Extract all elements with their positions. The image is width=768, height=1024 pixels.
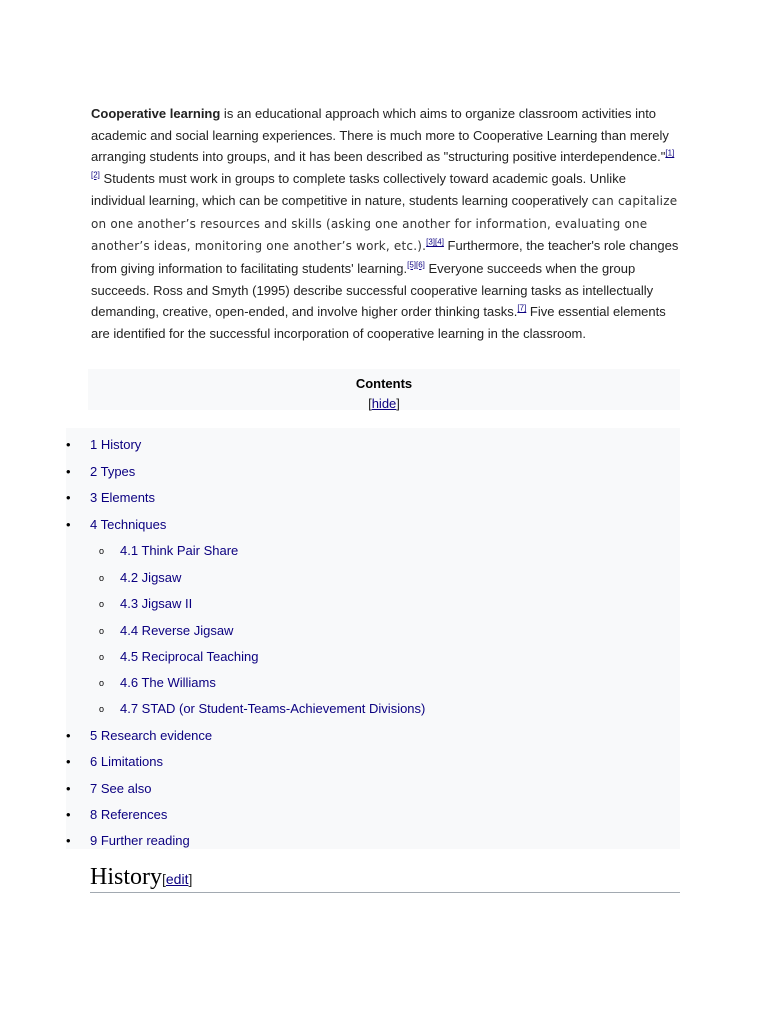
edit-link[interactable]: edit [165, 871, 189, 887]
citation-link-1-2[interactable]: [1][2] [91, 149, 675, 180]
toc-item-elements[interactable]: 3 Elements [90, 490, 156, 505]
toc-item-see-also[interactable]: 7 See also [90, 781, 152, 796]
citation-link-3-4[interactable]: [3][4] [426, 237, 444, 247]
bullet-icon: • [66, 807, 71, 822]
section-edit [162, 871, 192, 887]
toc-subitem-reciprocal-teaching[interactable]: 4.5 Reciprocal Teaching [120, 649, 259, 664]
toc-item-techniques[interactable]: 4 Techniques [90, 517, 167, 532]
toc-subitem-jigsaw[interactable]: 4.2 Jigsaw [120, 570, 182, 585]
lead-term: Cooperative learning [91, 106, 221, 121]
intro-text-4: Everyone succeeds when the group succeeds. Ross and Smyth (1995) describe successful cooperative learning tasks as intellectually demanding, creative, open-ended, and involve higher order thinking tasks. [91, 260, 654, 320]
toc-hide-link[interactable]: hide [371, 396, 397, 411]
edit-open-bracket: [ [162, 871, 166, 887]
bullet-icon: • [66, 490, 71, 505]
intro-text-5: Five essential elements are identified for the successful incorporation of cooperative learning in the classroom. [91, 304, 666, 342]
sub-bullet-icon: o [99, 704, 105, 714]
article-intro-paragraph [91, 103, 683, 345]
citation-7[interactable] [517, 304, 526, 313]
toc-title: Contents [355, 376, 413, 391]
toc-hide-close: ] [396, 396, 400, 411]
section-heading-history [90, 862, 680, 893]
intro-text-1: is an educational approach which aims to organize classroom activities into academic and social learning experiences. There is much more to Cooperative Learning than merely arranging students into groups, and it has been described as "structuring positive interdependence." [91, 106, 669, 165]
toc-item-research-evidence[interactable]: 5 Research evidence [90, 728, 213, 743]
bullet-icon: • [66, 754, 71, 769]
toc-subitem-think-pair-share[interactable]: 4.1 Think Pair Share [120, 543, 239, 558]
toc-subitem-jigsaw-ii[interactable]: 4.3 Jigsaw II [120, 596, 193, 611]
sub-bullet-icon: o [99, 678, 105, 688]
bullet-icon: • [66, 833, 71, 848]
bullet-icon: • [66, 464, 71, 479]
sub-bullet-icon: o [99, 546, 105, 556]
toc-subitem-stad[interactable]: 4.7 STAD (or Student-Teams-Achievement Divisions) [120, 701, 426, 716]
toc-item-history[interactable]: 1 History [90, 437, 142, 452]
intro-text-quoted: can capitalize on one another’s resources and skills (asking one another for information, evaluating one another’s ideas, monitoring one another’s work, etc.). [91, 193, 678, 254]
intro-text-3: Furthermore, the teacher's role changes from giving information to facilitating students' learning. [91, 238, 679, 276]
bullet-icon: • [66, 437, 71, 452]
bullet-icon: • [66, 517, 71, 532]
citation-3-4[interactable] [426, 238, 444, 247]
section-title: History [90, 864, 162, 890]
sub-bullet-icon: o [99, 599, 105, 609]
toc-subitem-reverse-jigsaw[interactable]: 4.4 Reverse Jigsaw [120, 623, 234, 638]
sub-bullet-icon: o [99, 652, 105, 662]
toc-item-references[interactable]: 8 References [90, 807, 168, 822]
toc-header [88, 369, 680, 410]
sub-bullet-icon: o [99, 573, 105, 583]
toc-item-types[interactable]: 2 Types [90, 464, 136, 479]
toc-item-limitations[interactable]: 6 Limitations [90, 754, 163, 769]
citation-link-7[interactable]: [7] [517, 304, 527, 313]
sub-bullet-icon: o [99, 626, 105, 636]
citation-5-6[interactable] [407, 261, 425, 270]
toc-item-further-reading[interactable]: 9 Further reading [90, 833, 190, 848]
toc-subitem-the-williams[interactable]: 4.6 The Williams [120, 675, 216, 690]
toc-hide-toggle [88, 396, 680, 411]
bullet-icon: • [66, 728, 71, 743]
intro-text-2: Students must work in groups to complete tasks collectively toward academic goals. Unlike individual learning, which can be competitive in nature, students learning cooperatively [91, 171, 626, 208]
citation-link-5-6[interactable]: [5][6] [407, 260, 425, 270]
toc-hide-open: [ [368, 396, 372, 411]
bullet-icon: • [66, 781, 71, 796]
edit-close-bracket: ] [188, 871, 193, 887]
